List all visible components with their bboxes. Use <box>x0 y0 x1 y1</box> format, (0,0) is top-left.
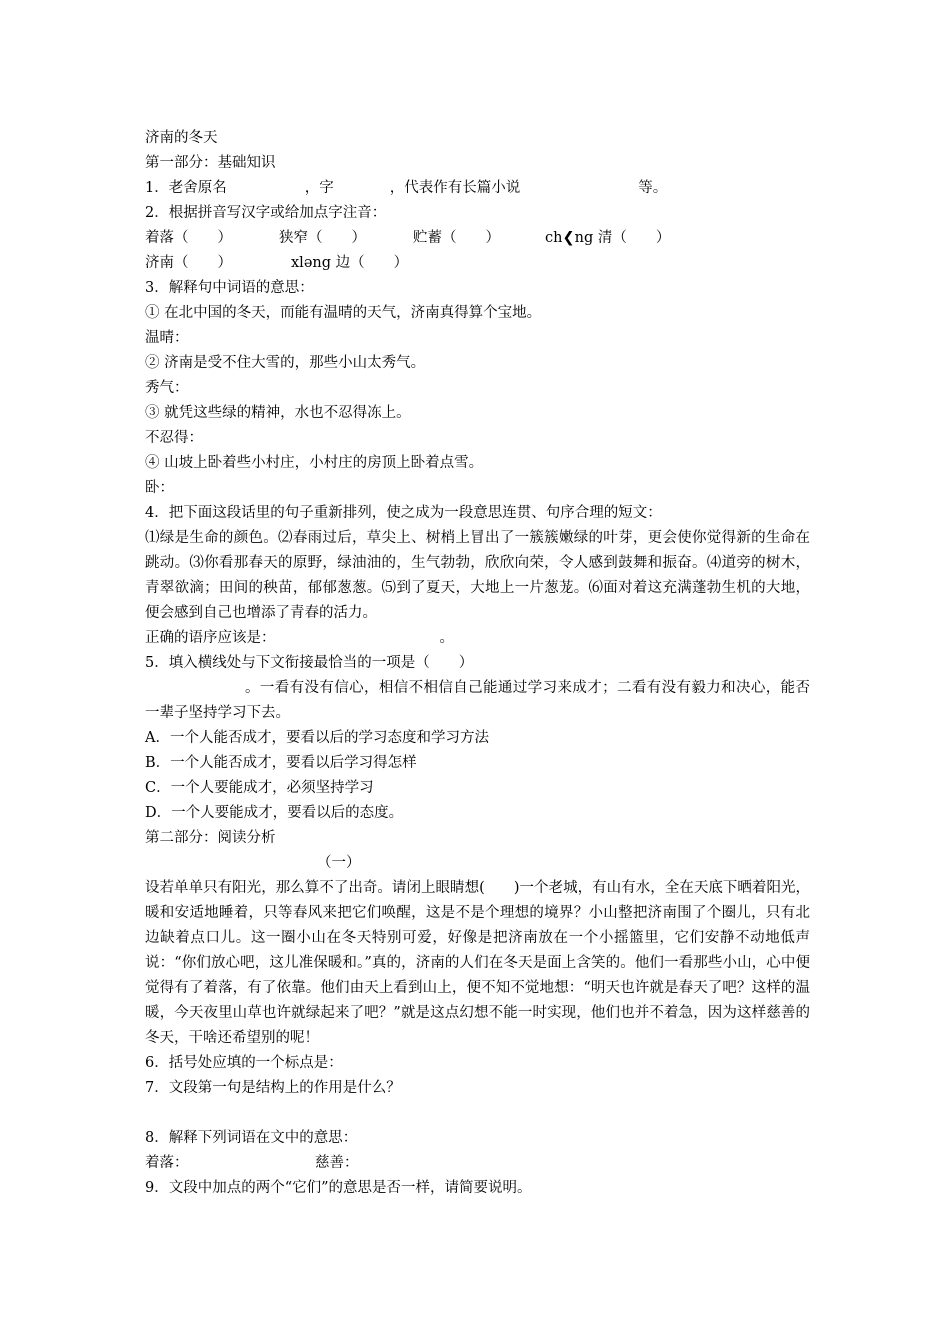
q2-item: xlǝng 边（ ） <box>291 255 409 271</box>
question-2-row-1 <box>145 226 810 251</box>
question-8-stem: 8．解释下列词语在文中的意思： <box>145 1130 358 1146</box>
section-marker: （一） <box>317 855 361 871</box>
doc-title: 济南的冬天 <box>145 130 218 146</box>
question-9: 9．文段中加点的两个“它们”的意思是否一样，请简要说明。 <box>145 1180 532 1196</box>
q2-item: ch❮ng 清（ ） <box>545 230 671 246</box>
q5-option-c: C．一个人要能成才，必须坚持学习 <box>145 780 374 796</box>
q1-part-d: 等。 <box>638 180 668 196</box>
question-8-items <box>145 1151 810 1176</box>
q2-item: 贮蓄（ ） <box>413 230 500 246</box>
q3-word: 不忍得： <box>145 430 203 446</box>
q3-word: 卧： <box>145 480 174 496</box>
question-4-stem: 4．把下面这段话里的句子重新排列，使之成为一段意思连贯、句序合理的短文： <box>145 505 662 521</box>
q1-part-a: 1．老舍原名 <box>145 180 227 196</box>
q5-option-a: A．一个人能否成才，要看以后的学习态度和学习方法 <box>145 730 489 746</box>
q1-part-c: ，代表作有长篇小说 <box>389 180 521 196</box>
q8-word-a: 着落： <box>145 1155 189 1171</box>
document-body <box>145 126 810 1201</box>
q3-sentence: ② 济南是受不住大雪的，那些小山太秀气。 <box>145 355 426 371</box>
reading-passage <box>145 876 810 1051</box>
question-1 <box>145 176 810 201</box>
question-2-row-2 <box>145 251 810 276</box>
q3-sentence: ③ 就凭这些绿的精神，水也不忍得冻上。 <box>145 405 411 421</box>
question-7: 7．文段第一句是结构上的作用是什么？ <box>145 1080 401 1096</box>
q2-item: 着落（ ） <box>145 230 232 246</box>
q5-option-d: D．一个人要能成才，要看以后的态度。 <box>145 805 404 821</box>
question-3-stem: 3．解释句中词语的意思： <box>145 280 314 296</box>
q2-item: 狭窄（ ） <box>279 230 366 246</box>
q4-answer-label: 正确的语序应该是： <box>145 630 276 646</box>
q8-word-b: 慈善： <box>315 1155 359 1171</box>
question-5-stem: 5．填入横线处与下文衔接最恰当的一项是（ ） <box>145 655 474 671</box>
q4-text: ⑴绿是生命的颜色。⑵春雨过后，草尖上、树梢上冒出了一簇簇嫩绿的叶芽，更会使你觉得新的生命在跳动。⑶你看那春天的原野，绿油油的，生气勃勃，欣欣向荣，令人感到鼓舞和振奋。⑷道旁的树木，青翠欲滴；田间的秧苗，郁郁葱葱。⑸到了夏天，大地上一片葱茏。⑹面对着这充满蓬勃生机的大地，便会感到自己也增添了青春的活力。 <box>145 530 810 621</box>
q3-word: 秀气： <box>145 380 189 396</box>
q4-answer-end: 。 <box>439 630 454 646</box>
part-two-heading: 第二部分：阅读分析 <box>145 830 276 846</box>
passage-text: 设若单单只有阳光，那么算不了出奇。请闭上眼睛想( )一个老城，有山有水，全在天底下晒着阳光，暖和安适地睡着，只等春风来把它们唤醒，这是不是个理想的境界？小山整把济南围了个圈儿，只有北边缺着点口儿。这一圈小山在冬天特别可爱，好像是把济南放在一个小摇篮里，它们安静不动地低声说：“你们放心吧，这儿准保暖和。”真的，济南的人们在冬天是面上含笑的。他们一看那些小山，心中便觉得有了着落，有了依靠。他们由天上看到山上，便不知不觉地想：“明天也许就是春天了吧？这样的温暖，今天夜里山草也许就绿起来了吧？”就是这点幻想不能一时实现，他们也并不着急，因为这样慈善的冬天，干啥还希望别的呢！ <box>145 880 810 1046</box>
q5-text: 。一看有没有信心，相信不相信自己能通过学习来成才；二看有没有毅力和决心，能否一辈子坚持学习下去。 <box>145 680 810 721</box>
q1-part-b: ，字 <box>304 180 334 196</box>
q3-sentence: ① 在北中国的冬天，而能有温晴的天气，济南真得算个宝地。 <box>145 305 542 321</box>
q5-paragraph <box>145 676 810 726</box>
q3-word: 温晴： <box>145 330 189 346</box>
q2-item: 济南（ ） <box>145 255 232 271</box>
question-6: 6．括号处应填的一个标点是： <box>145 1055 343 1071</box>
q4-answer-line <box>145 626 810 651</box>
q4-paragraph <box>145 526 810 626</box>
q3-sentence: ④ 山坡上卧着些小村庄，小村庄的房顶上卧着点雪。 <box>145 455 484 471</box>
question-2-stem: 2．根据拼音写汉字或给加点字注音： <box>145 205 387 221</box>
q5-option-b: B．一个人能否成才，要看以后学习得怎样 <box>145 755 417 771</box>
answer-space <box>145 1101 810 1126</box>
part-one-heading: 第一部分：基础知识 <box>145 155 276 171</box>
